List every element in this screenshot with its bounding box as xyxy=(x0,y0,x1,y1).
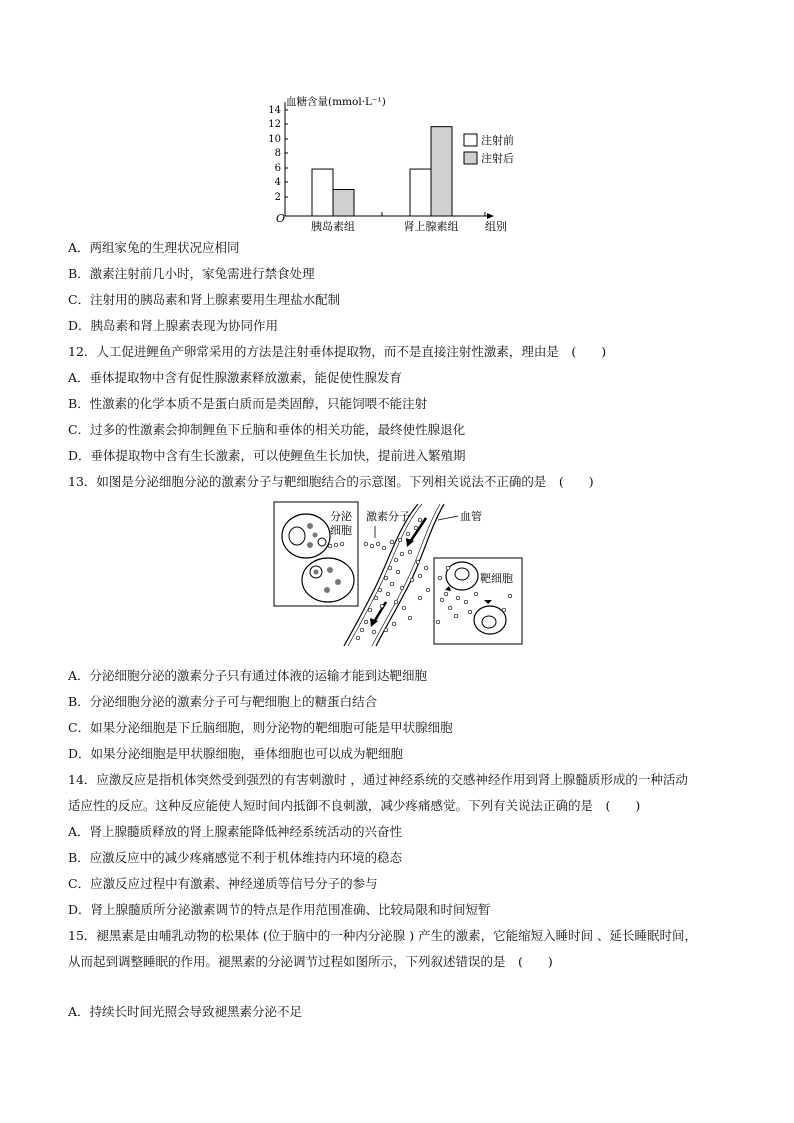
legend-label-after: 注射后 xyxy=(481,152,514,165)
y-tick-label: 6 xyxy=(274,163,281,174)
hormone-molecule-dot xyxy=(464,600,468,604)
hormone-molecule-dot xyxy=(406,532,410,536)
q14-option-c: C．应激反应过程中有激素、神经递质等信号分子的参与 xyxy=(68,876,378,891)
hormone-molecule-dot xyxy=(440,598,444,602)
x-axis-label: 组别 xyxy=(485,220,507,233)
q13-option-b: B．分泌细胞分泌的激素分子可与靶细胞上的糖蛋白结合 xyxy=(68,694,378,709)
category-label-adrenaline: 肾上腺素组 xyxy=(403,220,459,233)
hormone-molecule-dot xyxy=(474,592,478,596)
hormone-molecule-dot xyxy=(448,606,452,610)
hormone-molecule-dot xyxy=(446,566,450,570)
legend-swatch-before xyxy=(464,134,477,146)
hormone-molecule-dot xyxy=(384,628,388,632)
hormone-molecule-dot xyxy=(372,630,376,634)
hormone-molecule-dot xyxy=(402,606,406,610)
q12-option-b: B．性激素的化学本质不是蛋白质而是类固醇，只能饲喂不能注射 xyxy=(68,396,428,411)
hormone-molecule-dot xyxy=(340,542,344,546)
hormone-molecule-dot xyxy=(382,546,386,550)
q12-stem: 12．人工促进鲤鱼产卵常采用的方法是注射垂体提取物，而不是直接注射性激素，理由是 ( ) xyxy=(68,344,607,359)
hormone-molecule-dot xyxy=(390,540,394,544)
q14-option-a: A．肾上腺髓质释放的肾上腺素能降低神经系统活动的兴奋性 xyxy=(68,824,403,839)
hormone-molecule-dot xyxy=(396,570,400,574)
q14-stem-line1: 14．应激反应是指机体突然受到强烈的有害刺激时 ，通过神经系统的交感神经作用到肾上腺髓质形成的一种活动 xyxy=(68,772,688,787)
hormone-molecule-dot xyxy=(398,538,402,542)
q12-option-d: D．垂体提取物中含有生长激素，可以使鲤鱼生长加快，提前进入繁殖期 xyxy=(68,448,466,463)
hormone-molecule-dot xyxy=(356,636,360,640)
y-tick-label: 14 xyxy=(268,105,281,116)
x-axis-arrow xyxy=(487,213,494,219)
hormone-molecule-dot xyxy=(418,518,422,522)
hormone-molecule-dot xyxy=(386,592,390,596)
label-hormone-molecule: 激素分子 xyxy=(366,510,410,523)
hormone-molecule-dot xyxy=(400,552,404,556)
hormone-molecule-dot xyxy=(400,586,404,590)
hormone-molecule-dot xyxy=(328,544,332,548)
blood-vessel-wall-right-inner xyxy=(372,504,440,646)
hormone-molecule-dot xyxy=(454,614,458,618)
bar-after-0 xyxy=(333,190,354,217)
hormone-molecule-dot xyxy=(418,596,422,600)
q11-option-a: A．两组家兔的生理状况应相同 xyxy=(68,240,240,255)
q13-option-c: C．如果分泌细胞是下丘脑细胞，则分泌物的靶细胞可能是甲状腺细胞 xyxy=(68,720,453,735)
chart-origin: O xyxy=(276,212,286,225)
q11-option-b: B．激素注射前几小时，家兔需进行禁食处理 xyxy=(68,266,315,281)
hormone-molecule-dot xyxy=(424,566,428,570)
y-tick-label: 4 xyxy=(274,177,281,188)
y-tick-label: 2 xyxy=(274,192,281,203)
hormone-molecule-dot xyxy=(370,544,374,548)
hormone-molecule-dot xyxy=(368,608,372,612)
chart-legend xyxy=(464,133,514,165)
label-blood-vessel: 血管 xyxy=(460,510,482,523)
hormone-molecule-dot xyxy=(426,588,430,592)
q15-stem-line2: 从而起到调整睡眠的作用。褪黑素的分泌调节过程如图所示，下列叙述错误的是 ( ) xyxy=(68,954,553,969)
q13-option-a: A．分泌细胞分泌的激素分子只有通过体液的运输才能到达靶细胞 xyxy=(68,668,428,683)
secretory-cell-upper xyxy=(282,514,330,558)
legend-label-before: 注射前 xyxy=(481,134,514,147)
hormone-molecule-dot xyxy=(414,526,418,530)
hormone-molecule-dot xyxy=(374,596,378,600)
hormone-molecule-dot xyxy=(364,542,368,546)
q13-stem: 13．如图是分泌细胞分泌的激素分子与靶细胞结合的示意图。下列相关说法不正确的是 ( ) xyxy=(68,474,594,489)
blood-glucose-bar-chart xyxy=(258,92,528,234)
label-secretory-cell-2: 细胞 xyxy=(330,524,352,537)
blood-flow-arrow-lower xyxy=(374,602,386,622)
q11-option-c: C．注射用的胰岛素和肾上腺素要用生理盐水配制 xyxy=(68,292,341,307)
q15-option-a: A．持续长时间光照会导致褪黑素分泌不足 xyxy=(68,1004,303,1019)
q14-option-d: D．肾上腺髓质所分泌激素调节的特点是作用范围准确、比较局限和时间短暂 xyxy=(68,902,491,917)
hormone-molecule-dot xyxy=(390,582,394,586)
hormone-molecule-dot xyxy=(392,622,396,626)
hormone-molecule-dot xyxy=(394,558,398,562)
hormone-molecule-dot xyxy=(508,594,512,598)
hormone-target-cell-diagram xyxy=(270,498,528,648)
hormone-molecule-dot xyxy=(380,604,384,608)
hormone-molecule-dot xyxy=(436,620,440,624)
blood-vessel-wall-left-inner xyxy=(348,504,422,646)
q13-option-d: D．如果分泌细胞是甲状腺细胞，垂体细胞也可以成为靶细胞 xyxy=(68,746,404,761)
q14-option-b: B．应激反应中的减少疼痛感觉不利于机体维持内环境的稳态 xyxy=(68,850,403,865)
chart-ylabel: 血糖含量(mmol·L⁻¹) xyxy=(286,96,386,108)
hormone-molecule-dot xyxy=(388,566,392,570)
hormone-molecule-dot xyxy=(418,574,422,578)
bar-before-1 xyxy=(410,169,431,216)
y-tick-label: 8 xyxy=(274,148,281,159)
bar-before-0 xyxy=(312,169,333,216)
hormone-molecule-dot xyxy=(444,592,448,596)
hormone-molecule-dot xyxy=(410,578,414,582)
hormone-molecule-dot xyxy=(416,560,420,564)
category-label-insulin: 胰岛素组 xyxy=(311,220,355,233)
legend-swatch-after xyxy=(464,152,477,164)
label-secretory-cell-1: 分泌 xyxy=(330,510,352,523)
hormone-molecule-dot xyxy=(378,588,382,592)
y-tick-label: 10 xyxy=(268,134,281,145)
hormone-molecule-dot xyxy=(384,576,388,580)
hormone-molecule-dot xyxy=(376,542,380,546)
hormone-molecule-dot xyxy=(468,610,472,614)
q12-option-a: A．垂体提取物中含有促性腺激素释放激素，能促使性腺发育 xyxy=(68,370,403,385)
hormone-molecule-dot xyxy=(408,616,412,620)
label-target-cell: 靶细胞 xyxy=(480,572,513,585)
q12-option-c: C．过多的性激素会抑制鲤鱼下丘脑和垂体的相关功能，最终使性腺退化 xyxy=(68,422,466,437)
bars xyxy=(312,127,452,216)
y-tick-label: 12 xyxy=(268,119,281,130)
hormone-molecule-dot xyxy=(408,550,412,554)
q11-option-d: D．胰岛素和肾上腺素表现为协同作用 xyxy=(68,318,279,333)
bar-after-1 xyxy=(431,127,452,216)
hormone-molecule-dot xyxy=(394,600,398,604)
hormone-molecule-dot xyxy=(364,620,368,624)
hormone-molecule-dot xyxy=(360,628,364,632)
hormone-molecule-dot xyxy=(334,543,338,547)
hormone-molecule-dot xyxy=(502,608,506,612)
secretory-cell-lower xyxy=(302,558,354,602)
q15-stem-line1: 15．褪黑素是由哺乳动物的松果体 (位于脑中的一种内分泌腺 ) 产生的激素，它能缩短入睡时间 、延长睡眠时间， xyxy=(68,928,698,943)
hormone-molecule-dot xyxy=(456,596,460,600)
hormone-molecule-dot xyxy=(438,576,442,580)
q14-stem-line2: 适应性的反应。这种反应能使人短时间内抵御不良刺激，减少疼痛感觉。下列有关说法正确的是 ( ) xyxy=(68,798,641,813)
blood-flow-arrow-upper xyxy=(410,518,426,542)
